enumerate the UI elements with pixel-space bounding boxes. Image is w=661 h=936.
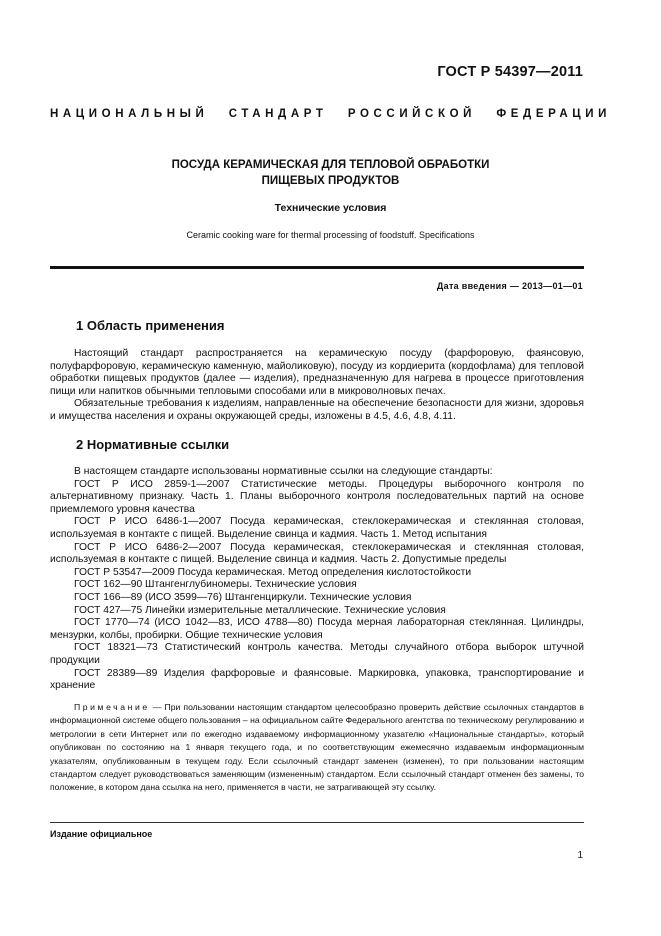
section-1-heading: 1 Область применения	[76, 318, 225, 333]
banner-word: РОССИЙСКОЙ	[347, 108, 476, 120]
reference-item: ГОСТ 427—75 Линейки измерительные металлические. Технические условия	[74, 604, 446, 616]
banner-word: СТАНДАРТ	[228, 108, 328, 120]
reference-item: ГОСТ Р 53547—2009 Посуда керамическая. Метод определения кислотостойкости	[74, 566, 472, 578]
banner-word: НАЦИОНАЛЬНЫЙ	[50, 108, 209, 120]
reference-item: ГОСТ Р ИСО 6486-1—2007 Посуда керамическая, стеклокерамическая и стеклянная столовая, используемая в контакте с пищей. Выделение свинца и кадмия. Часть 1. Метод испытания	[50, 516, 584, 540]
section-1-body	[50, 348, 584, 424]
document-title	[50, 157, 611, 189]
banner-word: ФЕДЕРАЦИИ	[496, 108, 611, 120]
reference-item: ГОСТ 18321—73 Статистический контроль качества. Методы случайного отбора выборок штучной продукции	[50, 642, 584, 666]
edition-label: Издание официальное	[50, 829, 153, 839]
section-2-body	[50, 466, 584, 693]
reference-note	[50, 701, 584, 795]
paragraph: Обязательные требования к изделиям, направленные на обеспечение безопасности для жизни, здоровья и имущества населения и охраны окружающей среды, изложены в 4.5, 4.6, 4.8, 4.11.	[50, 398, 584, 422]
reference-item: ГОСТ Р ИСО 2859-1—2007 Статистические методы. Процедуры выборочного контроля по альтернативному признаку. Часть 1. Планы выборочного контроля последовательных партий на основе приемлемого уровня качества	[50, 478, 584, 515]
reference-item: ГОСТ 1770—74 (ИСО 1042—83, ИСО 4788—80) Посуда мерная лабораторная стеклянная. Цилиндры, мензурки, колбы, пробирки. Общие технические условия	[50, 617, 584, 641]
title-line: ПОСУДА КЕРАМИЧЕСКАЯ ДЛЯ ТЕПЛОВОЙ ОБРАБОТКИ	[171, 159, 490, 171]
paragraph: Настоящий стандарт распространяется на керамическую посуду (фарфоровую, фаянсовую, полуфарфоровую, керамическую каменную, майоликовую), посуду из кордиерита (кордофлама) для тепловой обработки пищевых продуктов (далее — изделия), предназначенную для нагрева в процессе приготовления пищи или напитков обычными тепловыми способами или в микроволновых печах.	[50, 348, 584, 397]
section-2-heading: 2 Нормативные ссылки	[76, 437, 230, 452]
national-standard-banner	[50, 108, 611, 120]
footer-divider	[50, 822, 584, 823]
page-number: 1	[577, 850, 583, 861]
introduction-date: Дата введения — 2013—01—01	[436, 281, 583, 291]
reference-item: ГОСТ 162—90 Штангенглубиномеры. Технические условия	[74, 579, 357, 591]
note-text: — При пользовании настоящим стандартом целесообразно проверить действие ссылочных стандартов в информационной системе общего пользования – на официальном сайте Федерального агентства по техническому регулированию и метрологии в сети Интернет или по ежегодно издаваемому информационному указателю «Национальные стандарты», который опубликован по состоянию на 1 января текущего года, и по соответствующим ежемесячно издаваемым информационным указателям, опубликованным в текущем году. Если ссылочный стандарт заменен (изменен), то при пользовании настоящим стандартом следует руководствоваться заменяющим (измененным) стандартом. Если ссылочный стандарт отменен без замены, то положение, в котором дана ссылка на него, применяется в части, не затрагивающей эту ссылку.	[50, 702, 584, 793]
document-subtitle: Технические условия	[274, 202, 387, 214]
note-label: Примечание	[74, 702, 150, 712]
english-title: Ceramic cooking ware for thermal processing of foodstuff. Specifications	[186, 230, 475, 240]
reference-item: ГОСТ 166—89 (ИСО 3599—76) Штангенциркули. Технические условия	[74, 591, 412, 603]
reference-item: ГОСТ 28389—89 Изделия фарфоровые и фаянсовые. Маркировка, упаковка, транспортирование и хранение	[50, 667, 584, 692]
reference-item: ГОСТ Р ИСО 6486-2—2007 Посуда керамическая, стеклокерамическая и стеклянная столовая, используемая в контакте с пищей. Выделение свинца и кадмия. Часть 2. Допустимые пределы	[50, 541, 584, 566]
gost-code: ГОСТ Р 54397—2011	[437, 64, 583, 80]
title-line: ПИЩЕВЫХ ПРОДУКТОВ	[261, 175, 400, 187]
paragraph: В настоящем стандарте использованы нормативные ссылки на следующие стандарты:	[74, 466, 493, 477]
title-divider	[50, 266, 584, 269]
